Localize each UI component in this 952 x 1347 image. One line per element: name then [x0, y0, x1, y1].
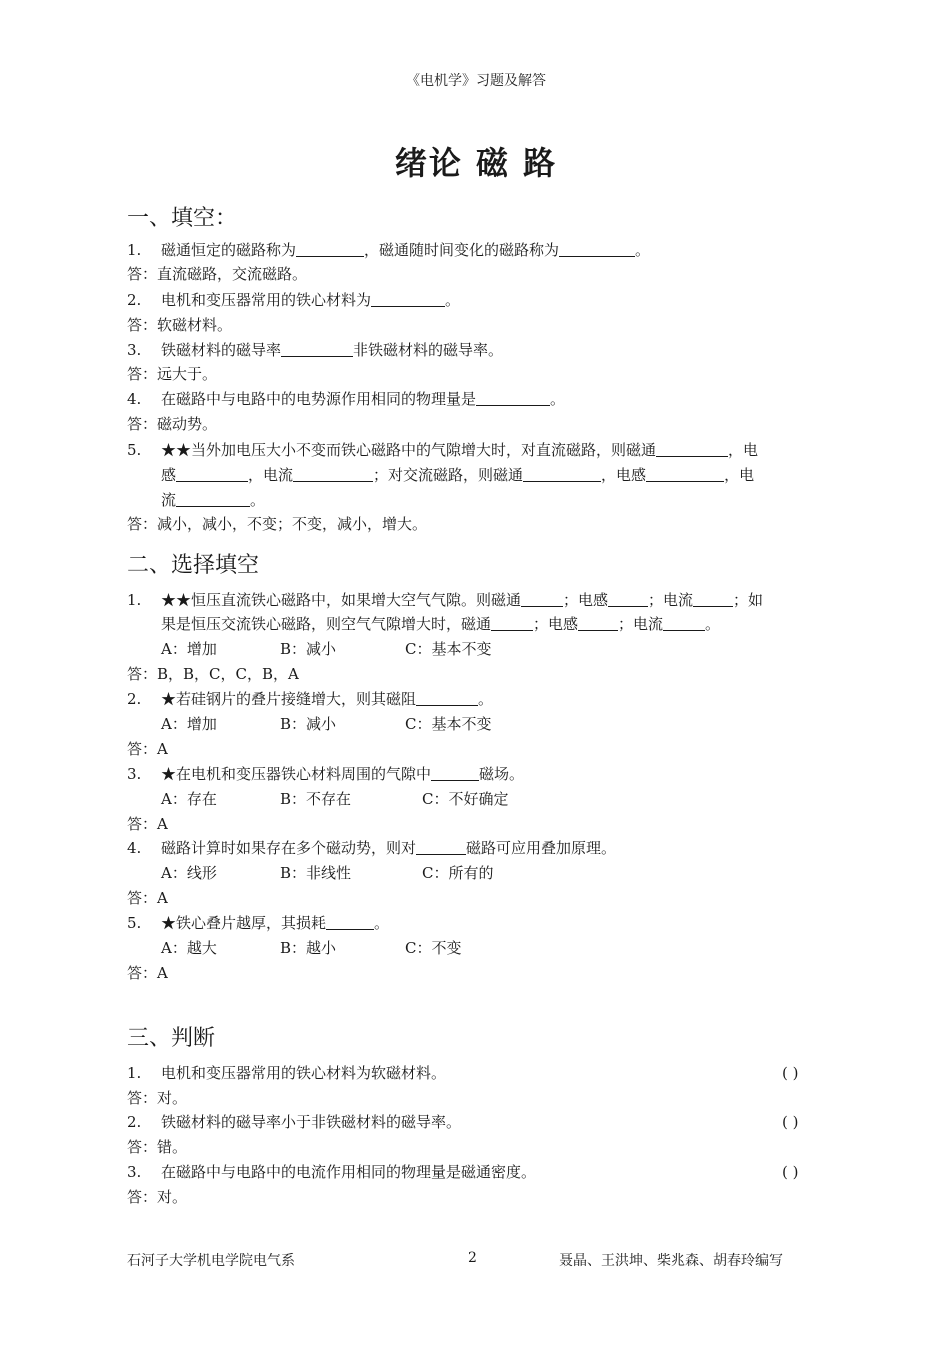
judgement-parentheses: ( ): [782, 1113, 799, 1131]
answer-blank: [646, 467, 724, 482]
fill-answer-5: 答：减小，减小，不变；不变，减小，增大。: [127, 515, 428, 533]
question-number: 4.: [127, 390, 142, 408]
option-c: C：不好确定: [422, 790, 509, 808]
page-number: 2: [468, 1250, 477, 1266]
fill-question-5-line-1: [127, 440, 821, 460]
answer-blank: [559, 242, 635, 257]
question-text: ；对交流磁路，则磁通: [373, 466, 524, 484]
question-text: ；电流: [618, 615, 664, 633]
page-header: 《电机学》习题及解答: [406, 73, 546, 89]
question-text: 。: [550, 390, 566, 408]
option-a: A：增加: [161, 715, 217, 733]
answer-blank: [176, 492, 250, 507]
fill-answer-2: 答：软磁材料。: [127, 316, 233, 334]
section-heading-choice: 二、选择填空: [127, 553, 260, 578]
answer-blank: [491, 616, 533, 631]
question-text: ；电感: [563, 591, 609, 609]
fill-question-5-line-2: [161, 465, 817, 485]
answer-blank: [608, 592, 648, 607]
answer-blank: [656, 442, 728, 457]
question-text: 磁通恒定的磁路称为: [161, 241, 297, 259]
answer-blank: [693, 592, 733, 607]
question-text: ★铁心叠片越厚，其损耗: [161, 914, 327, 932]
question-text: 磁路可应用叠加原理。: [466, 839, 617, 857]
question-text: 。: [705, 615, 721, 633]
judge-answer-2: 答：错。: [127, 1138, 188, 1156]
answer-blank: [176, 467, 248, 482]
fill-question-1: [127, 240, 821, 260]
question-number: 2.: [127, 1113, 142, 1131]
question-text: 磁路计算时如果存在多个磁动势，则对: [161, 839, 417, 857]
fill-answer-1: 答：直流磁路，交流磁路。: [127, 265, 308, 283]
answer-blank: [431, 766, 479, 781]
question-number: 4.: [127, 839, 142, 857]
question-text: 果是恒压交流铁心磁路，则空气气隙增大时，磁通: [161, 615, 492, 633]
question-text: ★★当外加电压大小不变而铁心磁路中的气隙增大时，对直流磁路，则磁通: [161, 441, 657, 459]
question-text: ，电流: [248, 466, 294, 484]
option-a: A：越大: [161, 939, 217, 957]
answer-blank: [371, 292, 445, 307]
judge-question-3: [127, 1162, 821, 1182]
fill-question-4: [127, 389, 821, 409]
question-number: 5.: [127, 914, 142, 932]
question-number: 5.: [127, 441, 142, 459]
question-text: ，磁通随时间变化的磁路称为: [364, 241, 560, 259]
answer-blank: [416, 840, 466, 855]
option-c: C：所有的: [422, 864, 494, 882]
answer-blank: [476, 391, 550, 406]
question-text: 磁场。: [479, 765, 525, 783]
choice-answer-2: 答：A: [127, 740, 168, 758]
answer-blank: [296, 242, 364, 257]
option-b: B：越小: [280, 939, 337, 957]
judge-question-1: [127, 1063, 821, 1083]
fill-question-3: [127, 340, 821, 360]
question-number: 2.: [127, 690, 142, 708]
option-b: B：减小: [280, 640, 337, 658]
judge-question-2: [127, 1112, 821, 1132]
answer-blank: [293, 467, 373, 482]
fill-answer-3: 答：远大于。: [127, 365, 218, 383]
answer-blank: [578, 616, 618, 631]
question-text: 。: [445, 291, 461, 309]
choice-question-5: [127, 913, 821, 933]
choice-question-2: [127, 689, 821, 709]
question-text: ，电: [728, 441, 759, 459]
choice-question-3: [127, 764, 821, 784]
choice-answer-1: 答：B，B，C，C，B，A: [127, 665, 299, 683]
option-b: B：非线性: [280, 864, 352, 882]
question-text: 在磁路中与电路中的电势源作用相同的物理量是: [161, 390, 477, 408]
option-b: B：不存在: [280, 790, 352, 808]
question-text: 。: [250, 491, 266, 509]
section-heading-fill: 一、填空：: [127, 206, 238, 231]
question-text: ★若硅钢片的叠片接缝增大，则其磁阻: [161, 690, 417, 708]
option-c: C：基本不变: [405, 715, 492, 733]
question-text: 感: [161, 466, 177, 484]
footer-department: 石河子大学机电学院电气系: [127, 1253, 295, 1269]
question-text: ；如: [733, 591, 764, 609]
question-number: 3.: [127, 341, 142, 359]
question-text: 铁磁材料的磁导率小于非铁磁材料的磁导率。: [161, 1113, 462, 1131]
question-text: ，电: [724, 466, 755, 484]
judge-answer-1: 答：对。: [127, 1089, 188, 1107]
option-b: B：减小: [280, 715, 337, 733]
choice-answer-5: 答：A: [127, 964, 168, 982]
question-text: 。: [374, 914, 390, 932]
question-text: ★在电机和变压器铁心材料周围的气隙中: [161, 765, 432, 783]
fill-answer-4: 答：磁动势。: [127, 415, 218, 433]
option-a: A：增加: [161, 640, 217, 658]
option-a: A：存在: [161, 790, 217, 808]
question-text: ；电感: [533, 615, 579, 633]
question-text: 铁磁材料的磁导率: [161, 341, 282, 359]
answer-blank: [281, 342, 353, 357]
answer-blank: [521, 592, 563, 607]
section-heading-judge: 三、判断: [127, 1026, 216, 1051]
fill-question-2: [127, 290, 821, 310]
question-text: ；电流: [648, 591, 694, 609]
judge-answer-3: 答：对。: [127, 1188, 188, 1206]
option-a: A：线形: [161, 864, 217, 882]
question-text: ★★恒压直流铁心磁路中，如果增大空气气隙。则磁通: [161, 591, 522, 609]
footer-authors: 聂晶、王洪坤、柴兆森、胡春玲编写: [559, 1253, 783, 1269]
option-c: C：不变: [405, 939, 462, 957]
judgement-parentheses: ( ): [782, 1163, 799, 1181]
option-c: C：基本不变: [405, 640, 492, 658]
choice-answer-4: 答：A: [127, 889, 168, 907]
question-text: 。: [635, 241, 651, 259]
answer-blank: [523, 467, 601, 482]
answer-blank: [326, 915, 374, 930]
page-title: 绪论 磁 路: [394, 144, 558, 182]
question-text: 。: [478, 690, 494, 708]
question-number: 2.: [127, 291, 142, 309]
choice-question-1-line-2: [161, 614, 855, 634]
answer-blank: [663, 616, 705, 631]
judgement-parentheses: ( ): [782, 1064, 799, 1082]
question-text: 在磁路中与电路中的电流作用相同的物理量是磁通密度。: [161, 1163, 537, 1181]
question-number: 1.: [127, 1064, 142, 1082]
choice-question-1-line-1: [127, 590, 821, 610]
question-text: 电机和变压器常用的铁心材料为: [161, 291, 372, 309]
question-text: 非铁磁材料的磁导率。: [353, 341, 504, 359]
question-text: 流: [161, 491, 177, 509]
question-number: 3.: [127, 765, 142, 783]
question-number: 1.: [127, 241, 142, 259]
choice-question-4: [127, 838, 821, 858]
question-number: 3.: [127, 1163, 142, 1181]
question-number: 1.: [127, 591, 142, 609]
question-text: 电机和变压器常用的铁心材料为软磁材料。: [161, 1064, 447, 1082]
choice-answer-3: 答：A: [127, 815, 168, 833]
fill-question-5-line-3: [161, 490, 855, 510]
question-text: ，电感: [601, 466, 647, 484]
answer-blank: [416, 691, 478, 706]
